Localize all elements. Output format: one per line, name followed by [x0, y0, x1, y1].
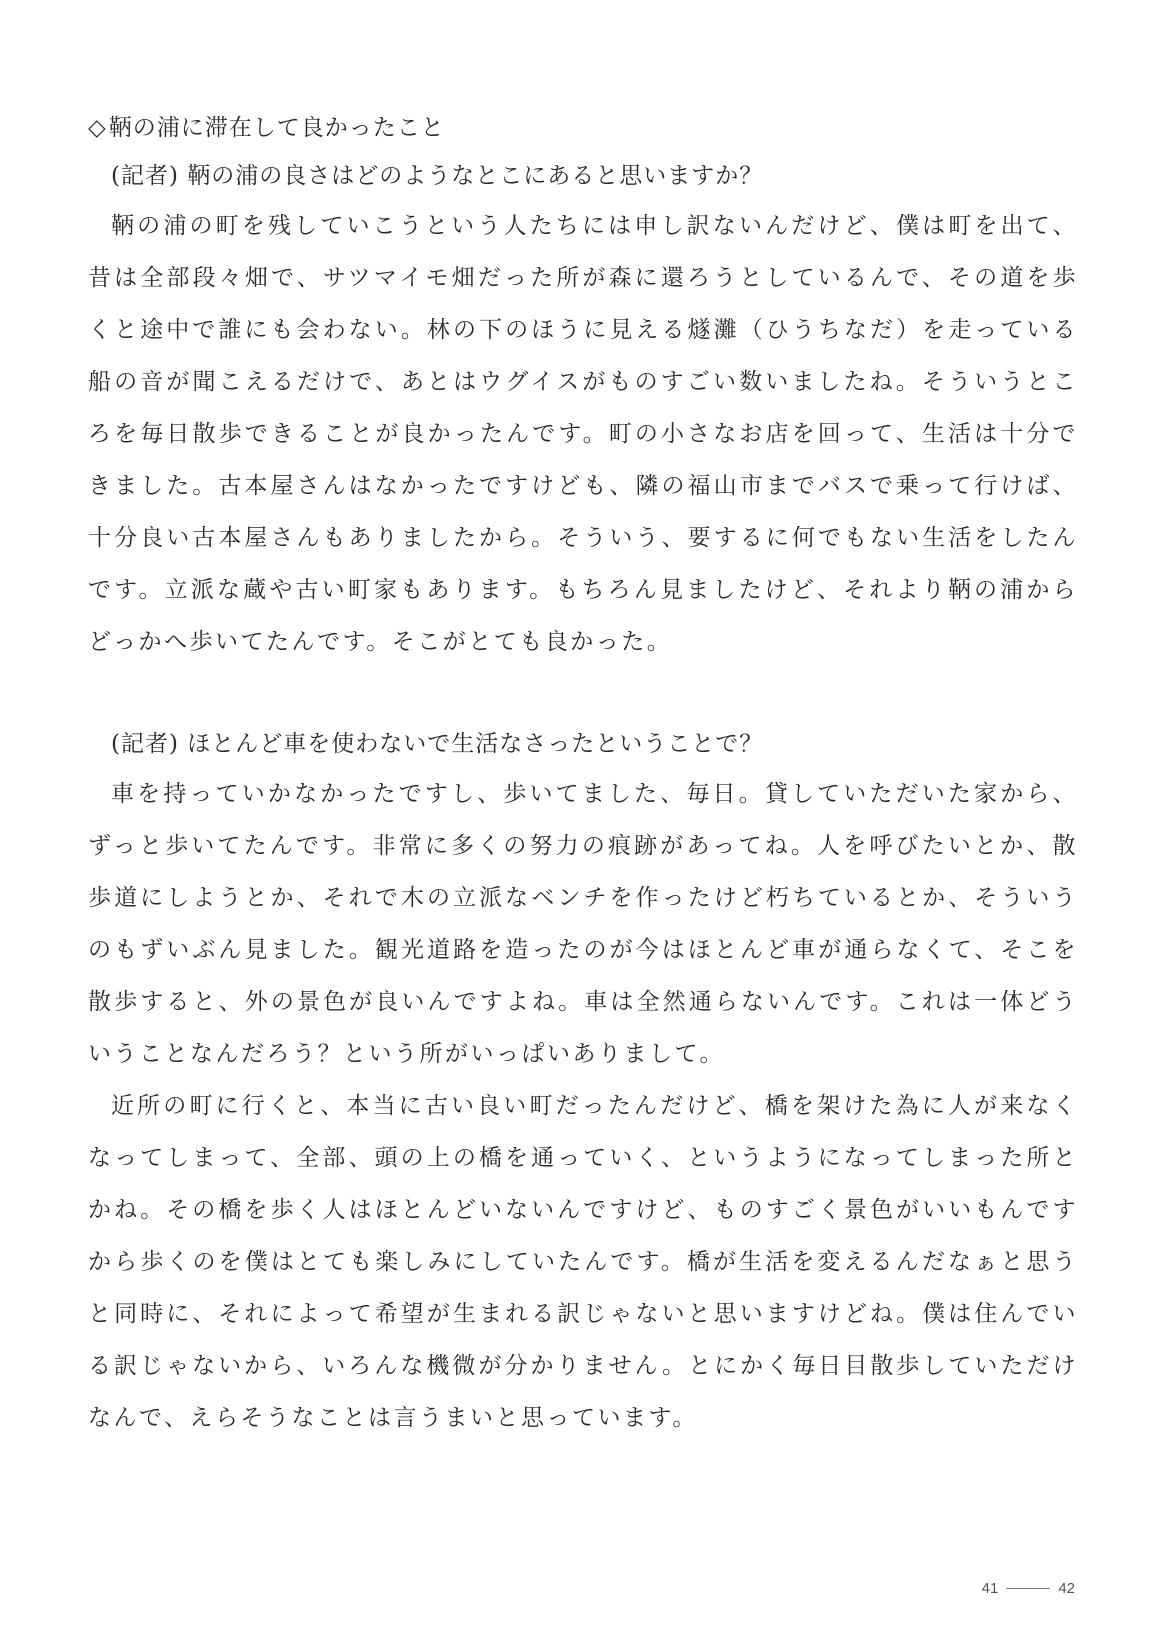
- interviewer-question: (記者) 鞆の浦の良さはどのようなとこにあると思いますか？: [111, 163, 764, 189]
- page-number-divider: [1006, 1588, 1050, 1589]
- page-number-right: 42: [1058, 1580, 1075, 1597]
- answer-paragraph: 鞆の浦の町を残していこうという人たちには申し訳ないんだけど、僕は町を出て、昔は全部段々畑で、サツマイモ畑だった所が森に還ろうとしているんで、その道を歩くと途中で誰にも会わない。林の下のほうに見える燧灘（ひうちなだ）を走っている船の音が聞こえるだけで、あとはウグイスがものすごい数いましたね。そういうところを毎日散歩できることが良かったんです。町の小さなお店を回って、生活は十分できました。古本屋さんはなかったですけども、隣の福山市までバスで乗って行けば、十分良い古本屋さんもありましたから。そういう、要するに何でもない生活をしたんです。立派な蔵や古い町家もあります。もちろん見ましたけど、それより鞆の浦からどっかへ歩いてたんです。そこがとても良かった。: [88, 213, 1078, 655]
- answer-paragraph: 車を持っていかなかったですし、歩いてました、毎日。貸していただいた家から、ずっと歩いてたんです。非常に多くの努力の痕跡があってね。人を呼びたいとか、散歩道にしようとか、それで木の立派なベンチを作ったけど朽ちているとか、そういうのもずいぶん見ました。観光道路を造ったのが今はほとんど車が通らなくて、そこを散歩すると、外の景色が良いんですよね。車は全然通らないんです。これは一体どういうことなんだろう？という所がいっぱいありまして。: [88, 781, 1078, 1067]
- section-heading: [88, 104, 1078, 152]
- article-body: [88, 104, 1078, 1444]
- section-title: 鞆の浦に滞在して良かったこと: [108, 115, 445, 141]
- page-number-footer: [982, 1580, 1075, 1597]
- page-number-left: 41: [981, 1580, 999, 1597]
- diamond-icon: ◇: [88, 115, 107, 141]
- section-spacer: [88, 668, 1078, 720]
- interviewer-question: (記者) ほとんど車を使わないで生活なさったということで？: [111, 731, 764, 757]
- answer-paragraph: 近所の町に行くと、本当に古い良い町だったんだけど、橋を架けた為に人が来なくなってしまって、全部、頭の上の橋を通っていく、というようになってしまった所とかね。その橋を歩く人はほとんどいないんですけど、ものすごく景色がいいもんですから歩くのを僕はとても楽しみにしていたんです。橋が生活を変えるんだなぁと思うと同時に、それによって希望が生まれる訳じゃないと思いますけどね。僕は住んでいる訳じゃないから、いろんな機微が分かりません。とにかく毎日目散歩していただけなんで、えらそうなことは言うまいと思っています。: [88, 1093, 1078, 1431]
